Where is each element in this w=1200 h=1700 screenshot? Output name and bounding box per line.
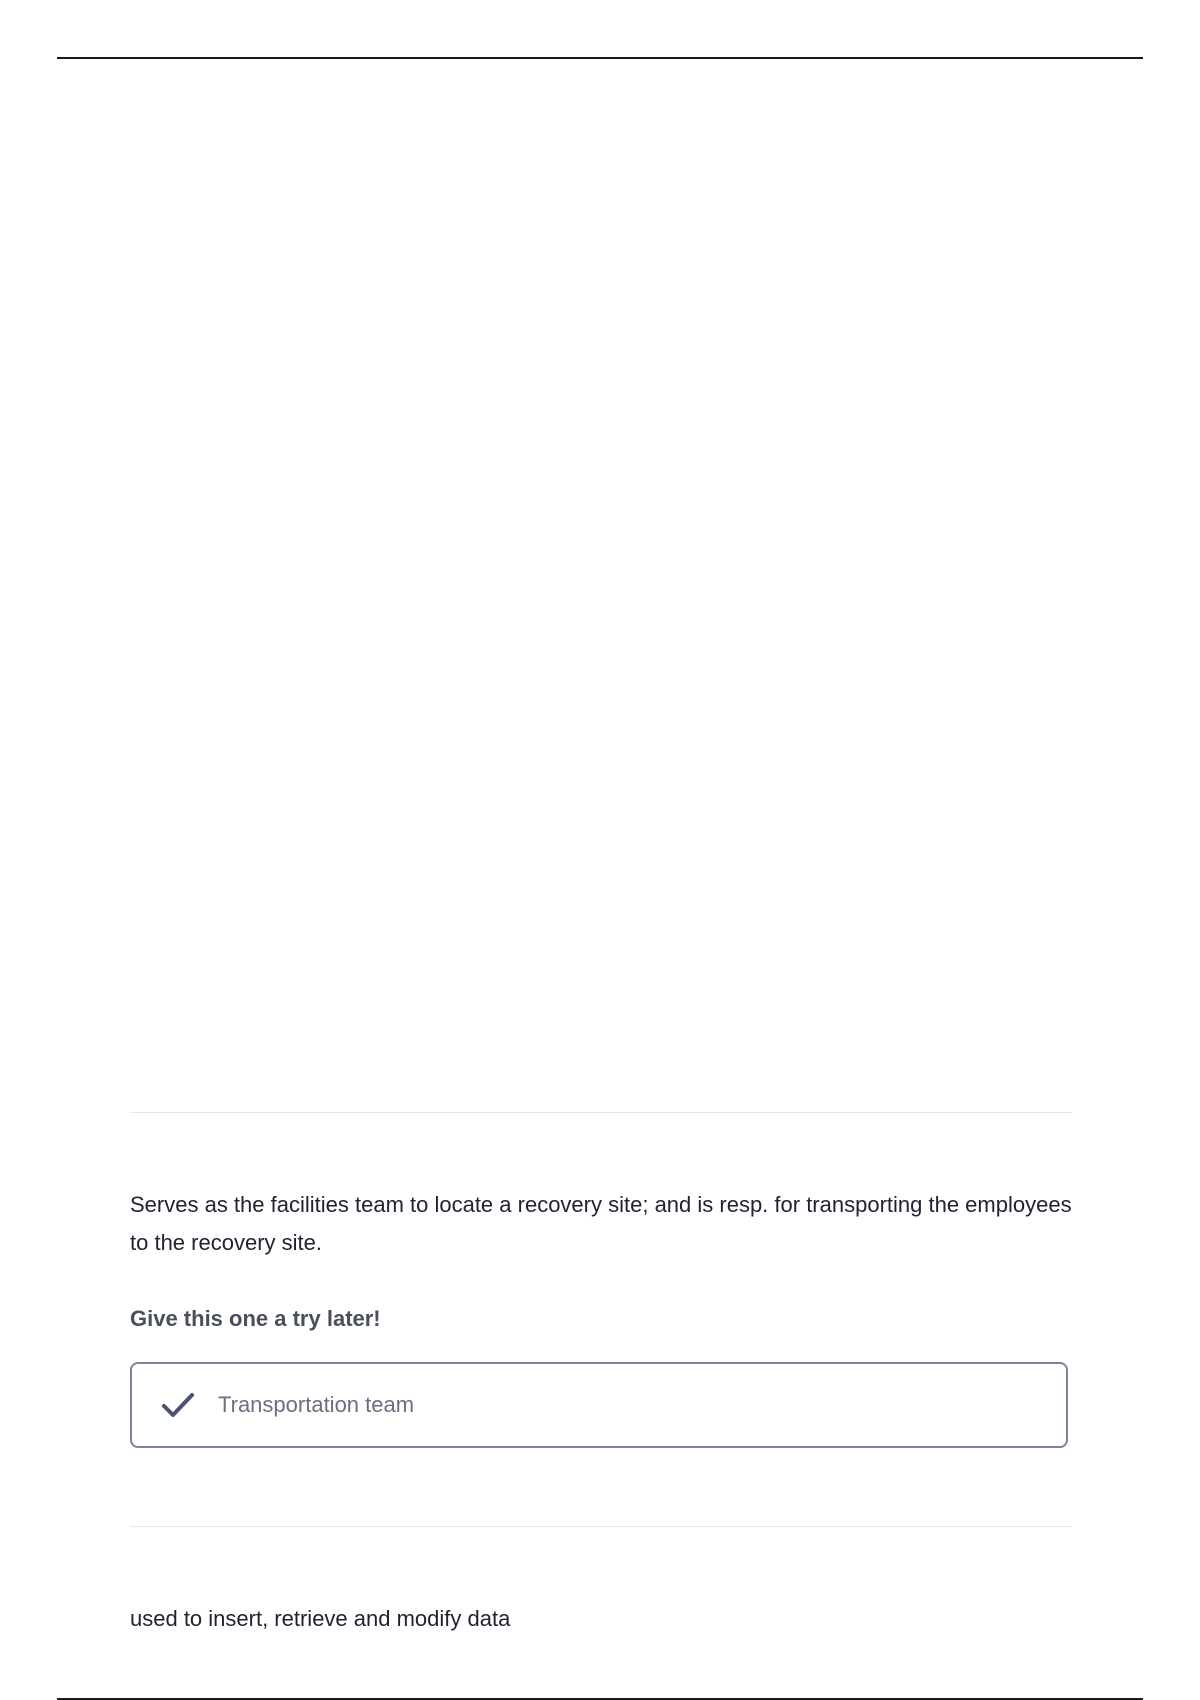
check-icon [160,1387,196,1423]
answer-option[interactable] [130,1362,1068,1448]
status-message: Give this one a try later! [130,1306,381,1331]
card-definition: Serves as the facilities team to locate a recovery site; and is resp. for transporting the employees to the recovery site. [130,1192,1072,1255]
page-top-rule [57,57,1143,59]
card-divider [130,1112,1072,1113]
card-divider [130,1526,1072,1527]
answer-text: Transportation team [218,1392,415,1417]
next-card-definition: used to insert, retrieve and modify data [130,1606,511,1631]
